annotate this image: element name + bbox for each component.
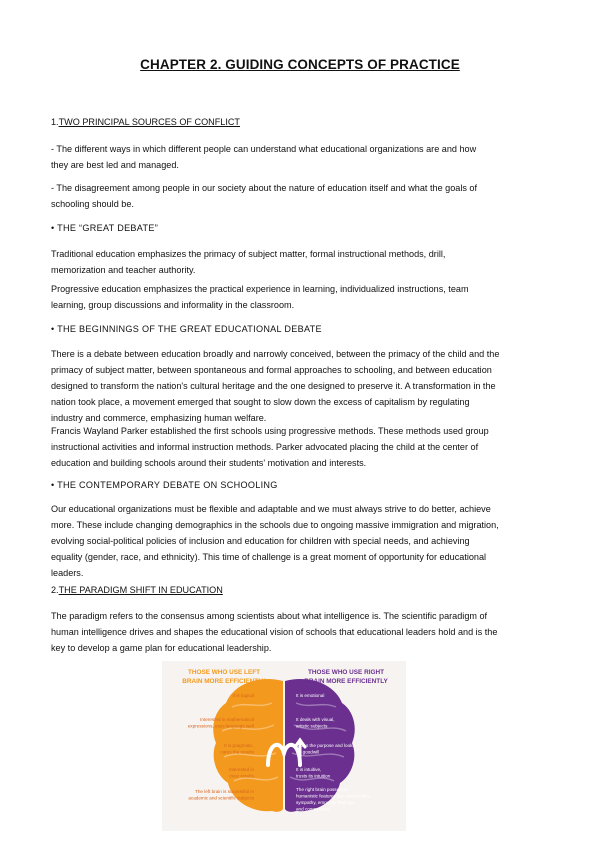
left-brain-title: BRAIN MORE EFFICIENTLY [182,678,266,685]
progressive-education-paragraph: Progressive education emphasizes the practical experience in learning, individualized instructions, team learning, group discussions and informality in the classroom. [51,284,469,310]
right-brain-trait: The right brain possesses [296,787,349,792]
left-brain-title: THOSE WHO USE LEFT [187,669,261,676]
contemporary-debate-heading: • THE CONTEMPORARY DEBATE ON SCHOOLING [51,480,278,490]
right-brain-trait: humanistic features like emotionality, [296,793,371,799]
left-brain-trait: Interested in [228,767,254,772]
beginnings-heading: • THE BEGINNINGS OF THE GREAT EDUCATIONAL DEBATE [51,324,322,334]
right-brain-trait: Cares the purpose and looks [296,743,355,748]
traditional-education-paragraph: Traditional education emphasizes the primacy of subject matter, formal instructional methods, drill, memorization and teacher authority. [51,249,446,275]
beginnings-paragraph-2: Francis Wayland Parker established the first schools using progressive methods. These methods used group instructional activities and informal instruction methods. Parker advocated placing the child at the center of education and building schools around their students' motivation and interests. [51,426,489,468]
left-brain-trait: The left brain is successful in [195,789,254,794]
brain-hemispheres-figure [162,661,406,831]
section-1-point-1: - The different ways in which different people can understand what educational organizations are and how they are best led and managed. [51,144,477,170]
left-brain-trait: expressions, uses language well [187,723,254,729]
right-brain-trait: It deals with visual, [296,717,335,722]
left-brain-trait: academic and scientific subjects [188,795,254,801]
right-brain-trait: trusts its intuition [296,773,331,779]
section-2-paragraph: The paradigm refers to the consensus among scientists about what intelligence is. The scientific paradigm of human intelligence drives and shapes the educational vision of schools that educational leaders hold and is the key to develop a game plan for educational leadership. [51,611,498,653]
right-brain-trait: artistic subjects [296,723,328,729]
chapter-title: CHAPTER 2. GUIDING CONCEPTS OF PRACTICE [140,57,460,72]
right-brain-title: THOSE WHO USE RIGHT [308,669,384,676]
right-brain-trait: and compassion. [296,806,331,812]
beginnings-paragraph-1: There is a debate between education broadly and narrowly conceived, between the primacy of the child and the primacy of subject matter, between spontaneous and formal approaches to schooling, and between education designed to transform the nation's cultural heritage and the one designed to preserve it. A transformation in the nation took place, a movement emerged that sought to slow down the excess of capitalism by regulating industry and commerce, emphasizing human welfare. [51,349,500,423]
brain-illustration [162,661,406,831]
left-brain-trait: Interested in mathematical [200,717,254,722]
right-brain-trait: It is emotional [296,693,325,698]
right-brain-trait: for goodwill [296,749,320,755]
right-brain-trait: sympathy, empathy, feelings, [296,800,355,805]
figure-background [162,661,406,831]
great-debate-heading: • THE “GREAT DEBATE” [51,223,159,233]
left-brain-trait: cares the results [220,749,254,755]
right-brain-title: BRAIN MORE EFFICIENTLY [304,678,388,685]
left-brain-trait: It is logical [232,693,254,698]
contemporary-debate-paragraph: Our educational organizations must be flexible and adaptable and we must always strive to do better, achieve more. These include changing demographics in the schools due to ongoing massive immigration and migration, evolving social-political policies of inclusion and education for children with special needs, and achieving equality (gender, race, and ethnicity). This time of challenge is a great moment of opportunity for educational leaders. [51,504,499,578]
section-1-point-2: - The disagreement among people in our society about the nature of education itself and what the goals of schooling should be. [51,183,477,209]
right-brain-trait: It is intuitive, [296,767,322,772]
section-1-heading: 1.TWO PRINCIPAL SOURCES OF CONFLICT [51,117,240,127]
left-brain-trait: It is pragmatic, [224,743,254,748]
left-brain-trait: clear results [229,773,254,779]
section-2-heading: 2.THE PARADIGM SHIFT IN EDUCATION [51,585,223,595]
